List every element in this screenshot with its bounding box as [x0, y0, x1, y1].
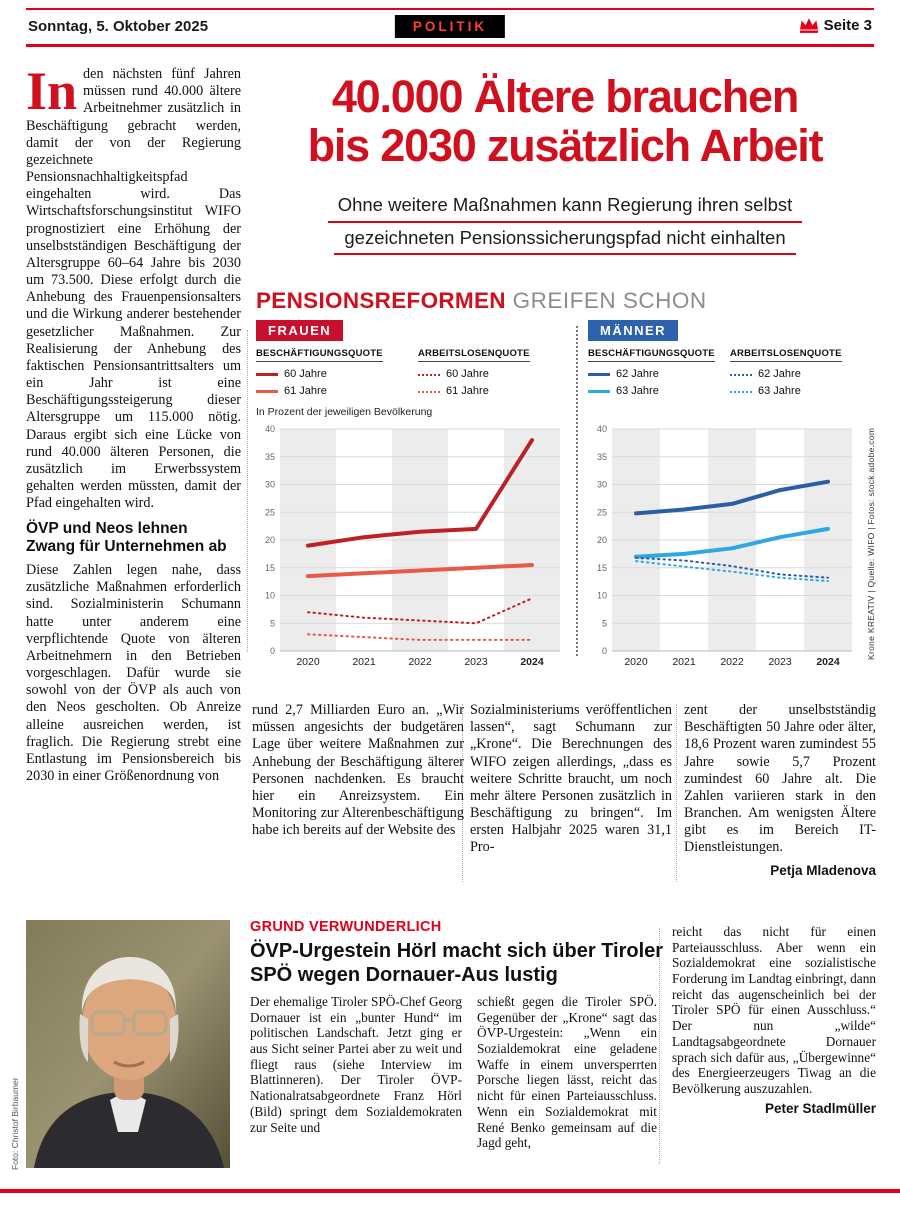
legend-label: 62 Jahre — [616, 368, 659, 380]
legend-entry — [418, 383, 568, 400]
legend-swatch — [730, 391, 752, 393]
article-paragraph: rund 2,7 Milliarden Euro an. „Wir müssen angesichts der budgetären Lage über weitere Maßnahmen zur Anhebung der Beschäftigung älterer Personen nachdenken. Es braucht hier ein Anreizsystem. Ein Monitoring zur Alterenbeschäftigung habe ich bereits auf der Website des — [252, 702, 464, 839]
subheadline-line-1: Ohne weitere Maßnahmen kann Regierung ihren selbst — [328, 196, 803, 223]
legend-group — [418, 348, 568, 400]
legend-label: 63 Jahre — [758, 385, 801, 398]
legend-heading: ARBEITSLOSENQUOTE — [730, 348, 842, 362]
legend-swatch — [256, 373, 278, 376]
svg-text:2020: 2020 — [624, 656, 648, 669]
svg-text:20: 20 — [596, 535, 607, 546]
chart-note: In Prozent der jeweiligen Bevölkerung — [256, 406, 433, 419]
svg-text:15: 15 — [596, 562, 607, 573]
section-label — [395, 15, 505, 38]
svg-text:20: 20 — [264, 535, 275, 546]
chart-panel-maenner — [588, 320, 860, 674]
svg-text:2021: 2021 — [352, 656, 376, 669]
legend-entry — [418, 366, 568, 383]
main-headline — [252, 72, 878, 170]
svg-text:10: 10 — [264, 590, 275, 601]
legend-heading: BESCHÄFTIGUNGSQUOTE — [256, 348, 383, 362]
infographic-title — [256, 288, 707, 314]
svg-text:15: 15 — [264, 562, 275, 573]
headline-line-2: bis 2030 zusätzlich Arbeit — [307, 120, 823, 172]
legend-group — [730, 348, 860, 400]
chart-note — [588, 406, 860, 419]
legend-label: 60 Jahre — [446, 368, 489, 380]
article-paragraph: Sozialministeriums veröffentlichen lassen“, sagt Schumann zur „Krone“. Die Berechnungen des WIFO zeigen allerdings, „dass es weitere Schritte braucht, um noch mehr ältere Personen zusätzlich in Beschäftigung zu bringen“. Im ersten Halbjahr 2025 waren 31,1 Pro- — [470, 702, 672, 856]
svg-text:25: 25 — [596, 507, 607, 518]
line-chart-svg — [588, 421, 854, 669]
bottom-headline: ÖVP-Urgestein Hörl macht sich über Tiroler SPÖ wegen Dornauer-Aus lustig — [250, 940, 664, 986]
frauen-badge: FRAUEN — [256, 320, 343, 341]
infographic-title-strong: PENSIONSREFORMEN — [256, 288, 506, 313]
maenner-line-chart — [588, 421, 860, 674]
svg-text:2024: 2024 — [816, 656, 840, 669]
article-column-4 — [684, 702, 876, 878]
legend-swatch — [588, 373, 610, 376]
svg-text:5: 5 — [601, 618, 607, 629]
svg-text:10: 10 — [596, 590, 607, 601]
legend-group — [256, 348, 406, 400]
legend-heading: BESCHÄFTIGUNGSQUOTE — [588, 348, 715, 362]
portrait-illustration — [26, 920, 230, 1168]
article-column-3 — [470, 702, 672, 863]
legend-label: 63 Jahre — [616, 385, 659, 398]
bottom-author: Peter Stadlmüller — [764, 1100, 876, 1116]
bottom-column-1 — [250, 994, 462, 1135]
panel-divider — [576, 326, 578, 656]
frauen-line-chart — [256, 421, 568, 674]
article-subhead: ÖVP und Neos lehnen Zwang für Unternehmen ab — [26, 520, 227, 556]
article-text: den nächsten fünf Jahren müssen rund 40.000 ältere Arbeitnehmer zusätzlich in Beschäftigung gebracht werden, damit der von der Regierung gezeichnete Pensionsnachhaltigkeitspfad eingehalten wird. Das Wirtschaftsforschungsinstitut WIFO prognostiziert eine Erhöhung der unselbstständigen Beschäftigung der Altersgruppe 60–64 Jahre bis 2030 um 73.500. Diese erfolgt durch die Anhebung des Frauenpensionsalters und die Wirkung anderer bestehender gesetzlicher Maßnahmen. Zur Realisierung der Anhebung des faktischen Pensionsantrittsalters um ein Jahr ist eine Beschäftigungssteigerung dieser Altersgruppe um 115.000 nötig. Daraus ergibt sich eine Lücke von rund 40.000 älteren Personen, die zusätzlich im Erwerbssystem gehalten werden müssten, damit der Pfad eingehalten wird. — [26, 66, 241, 512]
legend-label: 61 Jahre — [284, 385, 327, 398]
legend-swatch — [418, 374, 440, 376]
bottom-text: reicht das nicht für einen Parteiausschluss. Aber wenn ein Sozialdemokrat eine sozialistische Forderung im Landtag einbringt, dann reicht das augenscheinlich bei der Tiroler SPÖ für einen Ausschluss.“ Der nun „wilde“ Landtagsabgeordnete Dornauer sprach sich dafür aus, „Übergewinne“ des Energieerzeugers Tiwag an die Bevölkerung auszuzahlen. — [672, 924, 876, 1096]
chart-legend — [256, 348, 568, 400]
page-number-text: Seite 3 — [823, 17, 872, 34]
column-divider — [659, 928, 660, 1164]
dropcap: In — [26, 61, 78, 121]
svg-text:30: 30 — [596, 479, 607, 490]
article-paragraph: zent der unselbstständig Beschäftigten 50 Jahre oder älter, 18,6 Prozent waren zumindest 55 Jahre sowie 5,7 Prozent zumindest 60 Jahre alt. Die Zahlen variieren stark in den Branchen. Am wenigsten Ältere gibt es im Bereich IT-Dienstleistungen. — [684, 702, 876, 856]
legend-swatch — [730, 374, 752, 376]
bottom-red-rule — [0, 1189, 900, 1193]
krone-crown-icon — [799, 17, 819, 34]
column-divider — [676, 704, 677, 882]
headline-line-1: 40.000 Ältere brauchen — [331, 71, 799, 122]
maenner-badge: MÄNNER — [588, 320, 678, 341]
sub-headline — [252, 196, 878, 261]
legend-entry — [588, 383, 718, 400]
svg-text:25: 25 — [264, 507, 275, 518]
svg-text:40: 40 — [596, 424, 607, 435]
chart-legend — [588, 348, 860, 400]
column-divider — [247, 330, 248, 652]
svg-text:2022: 2022 — [408, 656, 432, 669]
legend-label: 62 Jahre — [758, 368, 801, 380]
article-paragraph: Diese Zahlen legen nahe, dass zusätzliche Maßnahmen erforderlich sind. Sozialministerin Schumann hatte unter anderem eine verpflichtende Quote von älteren Arbeitnehmern in den Betrieben vorgeschlagen. Dafür wurde sie sowohl von der ÖVP als auch von den Neos gescholten. Ob Anreize alleine ausreichen werden, ist fraglich. Die Regierung strebt eine Entlastung im Pensionsbereich bis 2030 in einer Größenordnung von — [26, 562, 241, 785]
legend-entry — [256, 383, 406, 400]
legend-label: 61 Jahre — [446, 385, 489, 398]
svg-text:2023: 2023 — [768, 656, 792, 669]
photo-credit: Foto: Christof Birbaumer — [10, 1077, 20, 1170]
svg-text:2020: 2020 — [296, 656, 320, 669]
line-chart-svg — [256, 421, 562, 669]
svg-text:0: 0 — [601, 646, 607, 657]
bottom-kicker: GRUND VERWUNDERLICH — [250, 919, 442, 935]
bottom-column-2 — [477, 994, 657, 1151]
svg-text:2023: 2023 — [464, 656, 488, 669]
infographic-credit: Krone KREATIV | Quelle: WIFO | Fotos: stock.adobe.com — [866, 427, 876, 660]
legend-entry — [730, 383, 860, 400]
svg-text:0: 0 — [269, 646, 275, 657]
svg-text:35: 35 — [596, 451, 607, 462]
article-paragraph — [26, 61, 241, 512]
bottom-text: Der ehemalige Tiroler SPÖ-Chef Georg Dornauer ist ein „bunter Hund“ im politischen Landschaft. Jetzt ging er aus Sicht seiner Partei aber zu weit und fliegt raus (siehe Interview im Blattinneren). Der Tiroler ÖVP-Nationalratsabgeordnete Franz Hörl (Bild) springt dem Sozialdemokraten zur Seite und — [250, 994, 462, 1135]
legend-swatch — [256, 390, 278, 393]
legend-swatch — [588, 390, 610, 393]
bottom-text: schießt gegen die Tiroler SPÖ. Gegenüber der „Krone“ sagt das ÖVP-Urgestein: „Wenn ein Sozialdemokrat eine geladene Waffe in einem unversperrten Porsche liegen lässt, reicht das nicht für einen Parteiausschluss. Wenn ein Sozialdemokrat mit René Benko gemeinsam auf die Jagd geht, — [477, 994, 657, 1151]
subheadline-line-2: gezeichneten Pensionssicherungspfad nicht einhalten — [334, 229, 795, 256]
svg-text:35: 35 — [264, 451, 275, 462]
page-number — [799, 17, 872, 34]
article-column-1 — [26, 61, 241, 791]
page-header — [26, 8, 874, 47]
section-text: POLITIK — [412, 19, 488, 34]
legend-entry — [730, 366, 860, 383]
svg-text:40: 40 — [264, 424, 275, 435]
legend-entry — [588, 366, 718, 383]
legend-label: 60 Jahre — [284, 368, 327, 380]
article-author: Petja Mladenova — [770, 862, 876, 878]
svg-text:2024: 2024 — [520, 656, 544, 669]
svg-text:30: 30 — [264, 479, 275, 490]
hoerl-photo — [26, 920, 230, 1168]
legend-entry — [256, 366, 406, 383]
infographic-title-rest: GREIFEN SCHON — [505, 288, 707, 313]
chart-panel-frauen — [256, 320, 568, 674]
article-column-2 — [252, 702, 464, 845]
legend-group — [588, 348, 718, 400]
bottom-column-3 — [672, 924, 876, 1116]
date-label: Sonntag, 5. Oktober 2025 — [28, 18, 209, 35]
svg-text:5: 5 — [269, 618, 275, 629]
svg-text:2021: 2021 — [672, 656, 696, 669]
legend-swatch — [418, 391, 440, 393]
svg-text:2022: 2022 — [720, 656, 744, 669]
legend-heading: ARBEITSLOSENQUOTE — [418, 348, 530, 362]
